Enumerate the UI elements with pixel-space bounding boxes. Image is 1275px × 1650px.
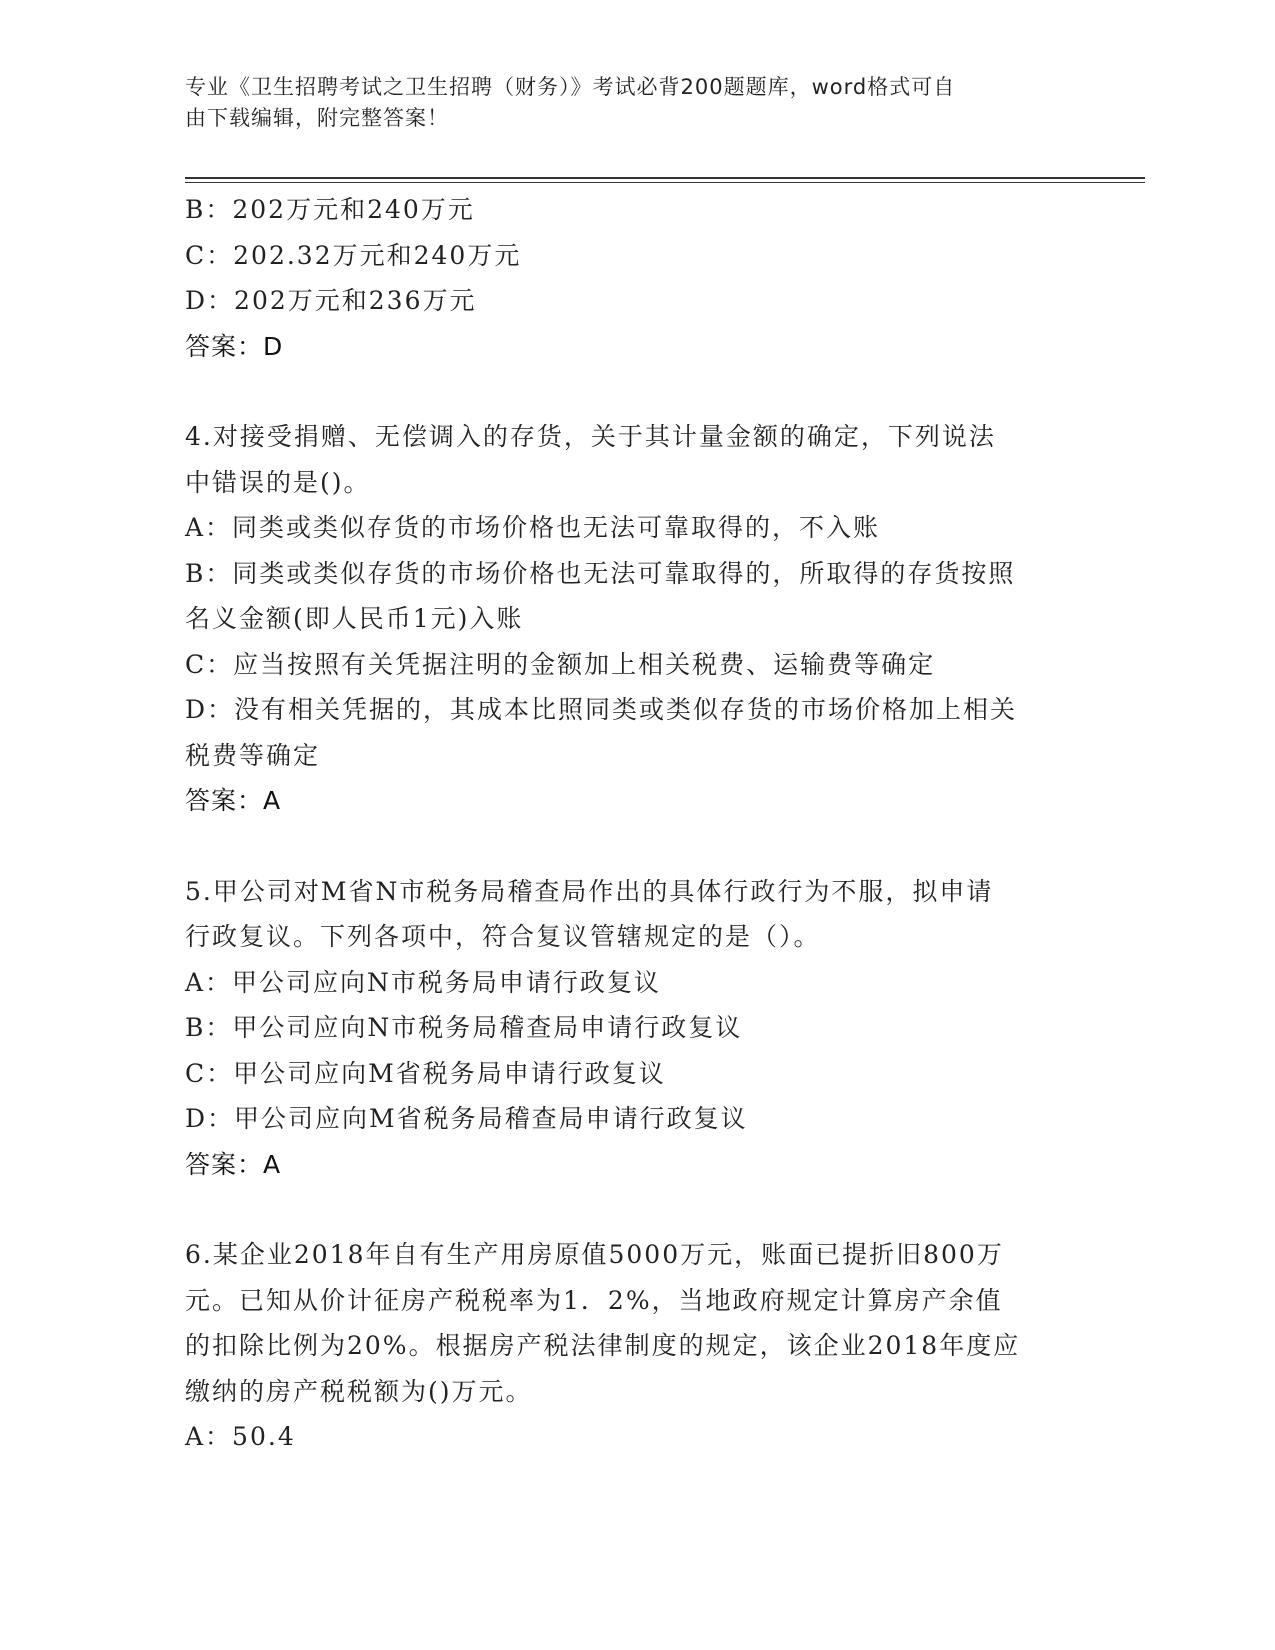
header-title-line-1: 专业《卫生招聘考试之卫生招聘（财务）》考试必背200题题库，word格式可自 xyxy=(185,75,956,99)
option-d: D：甲公司应向M省税务局稽查局申请行政复议 xyxy=(185,1104,748,1133)
answer-line: 答案：A xyxy=(185,1149,282,1179)
option-a: A：50.4 xyxy=(185,1422,296,1451)
question-stem: 6.某企业2018年自有生产用房原值5000万元，账面已提折旧800万 xyxy=(185,1240,1004,1269)
question-stem-cont: 的扣除比例为20%。根据房产税法律制度的规定，该企业2018年度应 xyxy=(185,1331,1021,1360)
answer-line: 答案：D xyxy=(185,331,284,361)
question-stem: 4.对接受捐赠、无偿调入的存货，关于其计量金额的确定，下列说法 xyxy=(185,422,996,451)
option-a: A：同类或类似存货的市场价格也无法可靠取得的，不入账 xyxy=(185,513,881,542)
question-5 xyxy=(185,869,1075,1188)
question-stem-cont: 中错误的是()。 xyxy=(185,467,371,497)
option-b: B：甲公司应向N市税务局稽查局申请行政复议 xyxy=(185,1013,743,1042)
option-c: C：甲公司应向M省税务局申请行政复议 xyxy=(185,1058,666,1088)
question-spacer xyxy=(185,369,1075,414)
header-rule-thick xyxy=(185,177,1145,179)
option-d: D：没有相关凭据的，其成本比照同类或类似存货的市场价格加上相关 xyxy=(185,695,1018,724)
option-b-cont: 名义金额(即人民币1元)入账 xyxy=(185,604,524,633)
question-6 xyxy=(185,1232,1075,1460)
option-d-cont: 税费等确定 xyxy=(185,740,321,770)
option-a: A：甲公司应向N市税务局申请行政复议 xyxy=(185,967,661,997)
option-d: D：202万元和236万元 xyxy=(185,286,477,315)
question-4 xyxy=(185,414,1075,824)
header-title-line-2: 由下载编辑，附完整答案！ xyxy=(185,106,449,130)
answer-line: 答案：A xyxy=(185,786,282,815)
question-stem-cont: 元。已知从价计征房产税税率为1．2%，当地政府规定计算房产余值 xyxy=(185,1285,1003,1315)
question-stem-cont: 缴纳的房产税税额为()万元。 xyxy=(185,1376,533,1406)
question-spacer xyxy=(185,1187,1075,1232)
option-c: C：应当按照有关凭据注明的金额加上相关税费、运输费等确定 xyxy=(185,649,936,679)
question-stem-cont: 行政复议。下列各项中，符合复议管辖规定的是（）。 xyxy=(185,922,821,951)
question-spacer xyxy=(185,824,1075,869)
document-header xyxy=(185,72,1065,134)
document-body xyxy=(185,187,1075,1460)
question-stem: 5.甲公司对M省N市税务局稽查局作出的具体行政行为不服，拟申请 xyxy=(185,876,994,906)
option-c: C：202.32万元和240万元 xyxy=(185,240,522,270)
option-b: B：同类或类似存货的市场价格也无法可靠取得的，所取得的存货按照 xyxy=(185,558,1016,588)
question-3-tail xyxy=(185,187,1075,369)
option-b: B：202万元和240万元 xyxy=(185,195,475,224)
header-rule-thin xyxy=(185,182,1145,183)
